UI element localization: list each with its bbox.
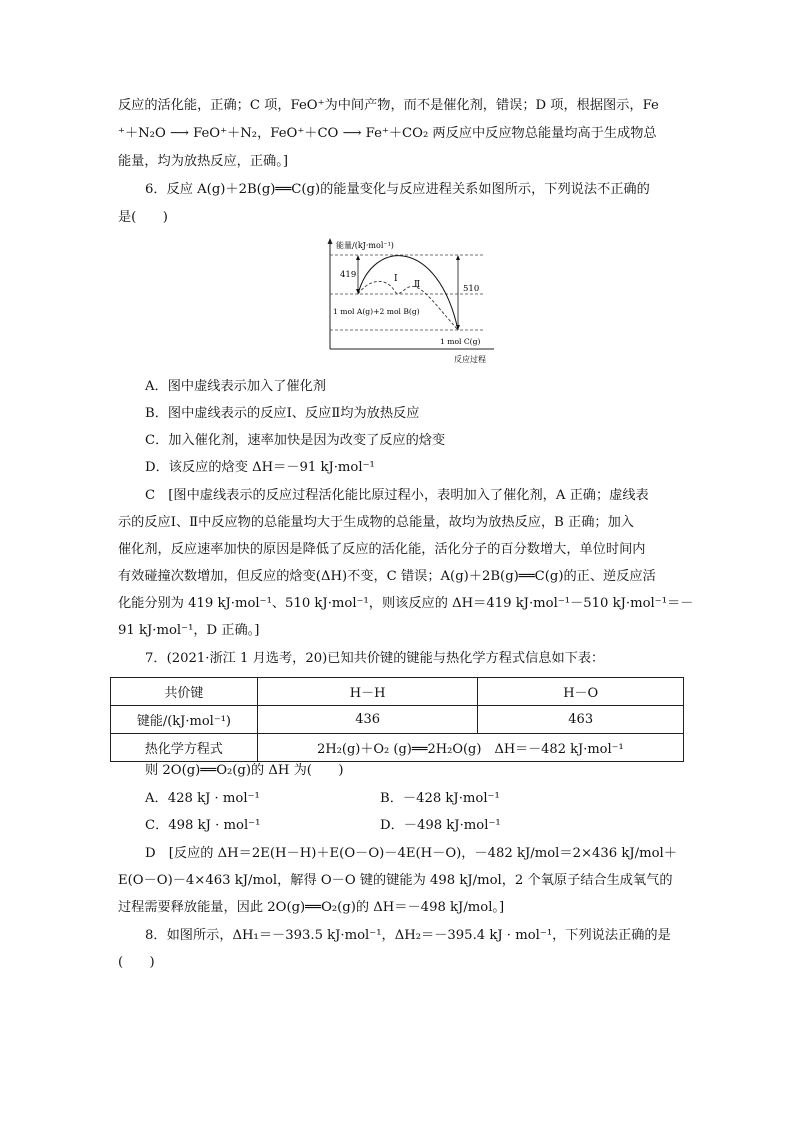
ea-forward-arrowhead-bottom (356, 289, 360, 294)
table-cell: 共价键 (111, 678, 258, 706)
table-cell: 463 (478, 706, 684, 734)
table-cell: H－H (257, 678, 478, 706)
q7-question: 则 2O(g)══O₂(g)的 ΔH 为( ) (145, 763, 344, 778)
q6-answer-line-1: C [图中虚线表示的反应过程活化能比原过程小，表明加入了催化剂，A 正确；虚线表 (145, 488, 649, 503)
q8-stem-line-2: ( ) (118, 955, 155, 970)
y-axis-label: 能量/(kJ·mol⁻¹) (336, 241, 394, 250)
q6-answer-line-6: 91 kJ·mol⁻¹，D 正确。] (118, 623, 260, 638)
table-row (111, 678, 684, 706)
reactant-label: 1 mol A(g)+2 mol B(g) (333, 307, 420, 316)
q6-option-c: C．加入催化剂，速率加快是因为改变了反应的焓变 (145, 433, 446, 448)
intro-line-2: ⁺＋N₂O ⟶ FeO⁺＋N₂，FeO⁺＋CO ⟶ Fe⁺＋CO₂ 两反应中反应物总能量均高于生成物总 (118, 126, 657, 141)
forward-ea-label: 419 (340, 270, 357, 280)
q7-stem: 7．(2021·浙江 1 月选考，20)已知共价键的键能与热化学方程式信息如下表： (145, 651, 605, 666)
q6-stem-line-2: 是( ) (118, 210, 168, 225)
reverse-ea-label: 510 (463, 284, 480, 294)
q7-answer-line-2: E(O－O)－4×463 kJ/mol，解得 O－O 键的键能为 498 kJ/mol，2 个氧原子结合生成氧气的 (118, 873, 673, 888)
q7-option-d: D．－498 kJ·mol⁻¹ (380, 818, 501, 833)
path-2-label: Ⅱ (414, 280, 421, 290)
table-cell: 键能/(kJ·mol⁻¹) (111, 706, 258, 734)
table-row (111, 706, 684, 734)
q7-answer-line-1: D [反应的 ΔH＝2E(H－H)＋E(O－O)－4E(H－O)，－482 kJ/mol＝2×436 kJ/mol＋ (145, 846, 677, 861)
bond-energy-table (110, 677, 684, 762)
table-cell: H－O (478, 678, 684, 706)
q7-answer-line-3: 过程需要释放能量，因此 2O(g)══O₂(g)的 ΔH＝－498 kJ/mol。] (118, 900, 505, 915)
energy-diagram (318, 233, 498, 368)
q7-option-c: C．498 kJ · mol⁻¹ (145, 818, 261, 833)
ea-reverse-arrowhead-top (456, 255, 460, 260)
q7-option-b: B．－428 kJ·mol⁻¹ (380, 791, 500, 806)
uncatalyzed-curve (358, 256, 458, 330)
q8-stem-line-1: 8．如图所示，ΔH₁＝－393.5 kJ·mol⁻¹，ΔH₂＝－395.4 kJ · mol⁻¹，下列说法正确的是 (145, 928, 671, 943)
table-row (111, 734, 684, 762)
q6-answer-line-2: 示的反应Ⅰ、Ⅱ中反应物的总能量均大于生成物的总能量，故均为放热反应，B 正确；加入 (118, 515, 634, 530)
table-cell: 436 (257, 706, 478, 734)
q6-stem-line-1: 6．反应 A(g)＋2B(g)══C(g)的能量变化与反应进程关系如图所示，下列说法不正确的 (145, 182, 650, 197)
x-axis-label: 反应过程 (454, 355, 486, 364)
product-label: 1 mol C(g) (440, 337, 481, 346)
intro-line-3: 能量，均为放热反应，正确。] (118, 154, 288, 169)
q6-answer-line-3: 催化剂，反应速率加快的原因是降低了反应的活化能，活化分子的百分数增大，单位时间内 (118, 542, 646, 557)
q6-answer-line-4: 有效碰撞次数增加，但反应的焓变(ΔH)不变，C 错误；A(g)＋2B(g)══C(g)的正、逆反应活 (118, 569, 656, 584)
q6-option-b: B．图中虚线表示的反应Ⅰ、反应Ⅱ均为放热反应 (145, 406, 420, 421)
intro-line-1: 反应的活化能，正确；C 项，FeO⁺为中间产物，而不是催化剂，错误；D 项，根据图示，Fe (118, 98, 659, 113)
q6-answer-line-5: 化能分别为 419 kJ·mol⁻¹、510 kJ·mol⁻¹，则该反应的 ΔH＝419 kJ·mol⁻¹－510 kJ·mol⁻¹＝－ (118, 596, 694, 611)
table-cell: 2H₂(g)＋O₂ (g)══2H₂O(g) ΔH＝－482 kJ·mol⁻¹ (257, 734, 683, 762)
table-cell: 热化学方程式 (111, 734, 258, 762)
y-axis-arrow (328, 238, 333, 244)
ea-reverse-arrowhead-bottom (456, 325, 460, 330)
ea-forward-arrowhead-top (356, 255, 360, 260)
q6-option-d: D．该反应的焓变 ΔH＝－91 kJ·mol⁻¹ (145, 460, 375, 475)
path-1-label: Ⅰ (394, 274, 398, 284)
q6-option-a: A．图中虚线表示加入了催化剂 (145, 379, 326, 394)
q7-option-a: A．428 kJ · mol⁻¹ (145, 791, 260, 806)
